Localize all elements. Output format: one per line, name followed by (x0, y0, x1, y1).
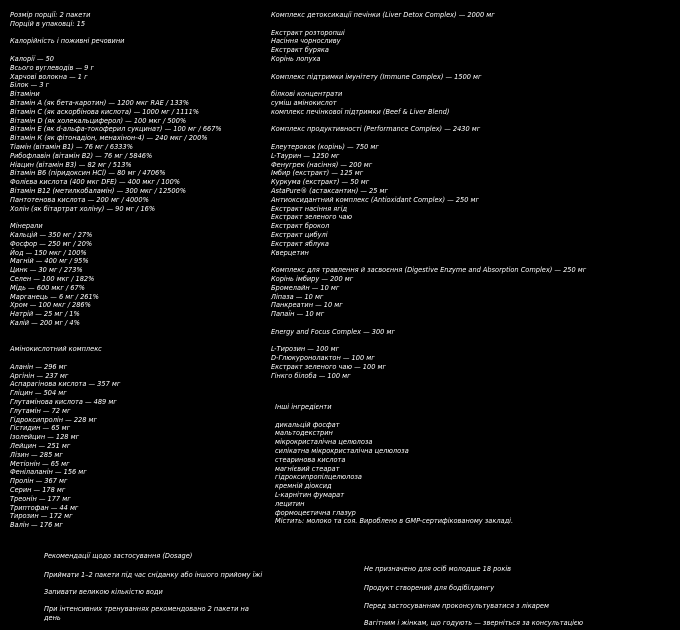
immune-complex-item: суміш амінокислот (271, 98, 337, 107)
nutrition-item: Вітамін А (як бета-каротин) — 1200 мкг RAE / 133% (10, 98, 190, 107)
dosage-title: Рекомендації щодо застосування (Dosage) (44, 552, 193, 560)
nutrition-item: Фолієва кислота (400 мкг DFE) — 400 мкг / 100% (10, 178, 181, 187)
amino-item: Аланін — 296 мг (10, 362, 68, 371)
servings-per-container: Порцій в упаковці: 15 (10, 19, 86, 28)
digestive-complex-item: Ліпаза — 10 мг (271, 292, 324, 301)
other-ingredient-item: стеаринова кислота (275, 455, 346, 464)
performance-complex-item: Елеутерокок (корінь) — 750 мг (271, 142, 379, 151)
immune-complex-item: білкові концентрати (271, 90, 343, 99)
digestive-complex-item: Корінь імбиру — 200 мг (271, 274, 354, 283)
nutrition-item: Вітамін С (як аскорбінова кислота) — 1000 мг / 1111% (10, 107, 200, 116)
amino-item: Треонін — 177 мг (10, 494, 71, 503)
amino-item: Аргінін — 237 мг (10, 371, 69, 380)
performance-complex-item: L-Таурин — 1250 мг (271, 151, 340, 160)
amino-item: Метіонін — 65 мг (10, 459, 70, 468)
liver-complex-item: Екстракт розторопші (271, 28, 345, 37)
amino-header: Амінокислотний комплекс (10, 345, 102, 354)
note-line-3: Перед застосуванням проконсультуватися з лікарем (364, 602, 549, 610)
amino-item: Фенілаланін — 156 мг (10, 468, 87, 477)
digestive-complex-item: Бромелайн — 10 мг (271, 283, 340, 292)
amino-item: Гістидин — 65 мг (10, 424, 71, 433)
right-column (271, 11, 671, 380)
nutrition-item: Вітамін В12 (метилкобаламін) — 300 мкг / 12500% (10, 186, 187, 195)
amino-item: Глутамін — 72 мг (10, 406, 71, 415)
nutrition-item: Рибофлавін (вітамін В2) — 76 мг / 5846% (10, 151, 153, 160)
nutrition-header: Калорійність і поживні речовини (10, 37, 125, 46)
dosage-line-1: Приймати 1–2 пакети під час сніданку або іншого прийому їжі (44, 571, 263, 579)
mineral-item: Мідь — 600 мкг / 67% (10, 283, 85, 292)
performance-complex-item: AstaPure® (астаксантин) — 25 мг (271, 186, 388, 195)
note-line-2: Продукт створений для бодібілдингу (364, 584, 495, 592)
amino-item: Лейцин — 251 мг (10, 442, 71, 451)
performance-complex-item: Екстракт зеленого чаю (271, 213, 353, 222)
nutrition-item: Всього вуглеводів — 9 г (10, 63, 94, 72)
other-ingredient-item: формоцеєтична глазур (275, 508, 356, 517)
liver-complex-list (271, 29, 671, 64)
amino-item: Лізин — 285 мг (10, 450, 63, 459)
minerals-list (10, 231, 270, 328)
amino-item: Гідроксипролін — 228 мг (10, 415, 97, 424)
other-ingredient-item: лецитин (275, 499, 305, 508)
mineral-item: Магній — 400 мг / 95% (10, 257, 89, 266)
performance-complex-item: Фенугрек (насіння) — 200 мг (271, 160, 373, 169)
immune-complex-list (271, 90, 671, 116)
mineral-item: Калій — 200 мг / 4% (10, 318, 80, 327)
other-ingredient-item: силікатна мікрокристалічна целюлоза (275, 446, 409, 455)
other-ingredient-item: Містить: молоко та соя. Вироблено в GMP-сертифікованому закладі. (275, 517, 514, 526)
energy-complex-item: D-Глюкуронолактон — 100 мг (271, 354, 375, 363)
dosage-line-4: день (44, 614, 61, 622)
nutrition-item: Пантотенова кислота — 200 мг / 4000% (10, 195, 149, 204)
amino-item: Тирозин — 172 мг (10, 512, 73, 521)
nutrition-item: Вітамін К (як фітонадіон, менахінон-4) — 240 мкг / 200% (10, 134, 208, 143)
other-ingredient-item: гідроксипропілцелюлоза (275, 473, 362, 482)
mineral-item: Фосфор — 250 мг / 20% (10, 239, 93, 248)
performance-complex-item: Куркума (екстракт) — 50 мг (271, 178, 370, 187)
nutrition-list (10, 55, 270, 213)
liver-complex-item: Екстракт буряка (271, 46, 329, 55)
amino-item: Серин — 178 мг (10, 486, 66, 495)
performance-complex-header: Комплекс продуктивності (Performance Complex) — 2430 мг (271, 125, 481, 134)
energy-complex-list (271, 345, 671, 380)
performance-complex-item: Імбир (екстракт) — 125 мг (271, 169, 364, 178)
nutrition-item: Білок — 3 г (10, 81, 50, 90)
liver-complex-header: Комплекс детоксикації печінки (Liver Detox Complex) — 2000 мг (271, 11, 495, 19)
digestive-complex-item: Папаїн — 10 мг (271, 310, 325, 319)
nutrition-item: Калорії — 50 (10, 54, 54, 63)
amino-item: Валін — 176 мг (10, 521, 63, 530)
mineral-item: Хром — 100 мкг / 286% (10, 301, 91, 310)
amino-item: Ізолейцин — 128 мг (10, 433, 80, 442)
liver-complex-item: Насіння чорносливу (271, 37, 341, 46)
note-line-4: Вагітним і жінкам, що годують — зверніться за консультацією (364, 619, 584, 627)
minerals-header: Мінерали (10, 222, 43, 231)
other-ingredients-list (275, 421, 675, 527)
note-line-1: Не призначено для осіб молодше 18 років (364, 565, 512, 573)
performance-complex-item: Екстракт брокол (271, 222, 330, 231)
amino-item: Пролін — 367 мг (10, 477, 68, 486)
other-ingredient-item: магнієвий стеарат (275, 464, 340, 473)
nutrition-item: Вітаміни (10, 90, 40, 99)
nutrition-item: Харчові волокна — 1 г (10, 72, 88, 81)
other-ingredient-item: кремній діоксид (275, 482, 332, 491)
other-ingredient-item: мальтодекстрин (275, 429, 333, 438)
mineral-item: Натрій — 25 мг / 1% (10, 310, 80, 319)
dosage-line-3: При інтенсивних тренуваннях рекомендовано 2 пакети на (44, 605, 249, 613)
immune-complex-item: комплекс печінкової підтримки (Beef & Liver Blend) (271, 107, 450, 116)
digestive-complex-item: Панкреатин — 10 мг (271, 301, 343, 310)
other-ingredient-item: мікрокристалічна целюлоза (275, 438, 373, 447)
other-ingredient-item: L-карнітин фумарат (275, 490, 345, 499)
mineral-item: Селен — 100 мкг / 182% (10, 274, 95, 283)
performance-complex-item: Кверцетин (271, 248, 309, 257)
dosage-line-2: Запивати великою кількістю води (44, 588, 163, 596)
serving-size: Розмір порції: 2 пакети (10, 11, 91, 19)
performance-complex-item: Екстракт цибулі (271, 230, 328, 239)
amino-list (10, 363, 270, 530)
performance-complex-item: Екстракт яблука (271, 239, 329, 248)
other-ingredient-item: дикальцій фосфат (275, 420, 340, 429)
amino-item: Аспарагінова кислота — 357 мг (10, 380, 121, 389)
energy-complex-header: Energy and Focus Complex — 300 мг (271, 327, 395, 336)
other-ingredients (275, 403, 675, 526)
nutrition-item: Ніацин (вітамін В3) — 82 мг / 513% (10, 160, 132, 169)
amino-item: Глутамінова кислота — 489 мг (10, 398, 117, 407)
mineral-item: Йод — 150 мкг / 100% (10, 248, 87, 257)
energy-complex-item: Екстракт зеленого чаю — 100 мг (271, 362, 386, 371)
energy-complex-item: Гінкго білоба — 100 мг (271, 371, 351, 380)
nutrition-item: Тіамін (вітамін В1) — 76 мг / 6333% (10, 142, 133, 151)
digestive-complex-header: Комплекс для травлення й засвоєння (Digestive Enzyme and Absorption Complex) — 250 мг (271, 266, 587, 275)
mineral-item: Кальцій — 350 мг / 27% (10, 230, 93, 239)
performance-complex-list (271, 143, 671, 257)
amino-item: Триптофан — 44 мг (10, 503, 79, 512)
mineral-item: Марганець — 6 мг / 261% (10, 292, 99, 301)
mineral-item: Цинк — 30 мг / 273% (10, 266, 83, 275)
nutrition-item: Вітамін В6 (піридоксин HCl) — 80 мг / 4706% (10, 169, 166, 178)
liver-complex-item: Корінь лопуха (271, 54, 321, 63)
digestive-complex-list (271, 275, 671, 319)
performance-complex-item: Екстракт насіння ягід (271, 204, 348, 213)
amino-item: Гліцин — 504 мг (10, 389, 67, 398)
energy-complex-item: L-Тирозин — 100 мг (271, 345, 340, 354)
nutrition-item: Вітамін Е (як d-альфа-токоферил сукцинат) — 100 мг / 667% (10, 125, 222, 134)
left-column (10, 11, 270, 530)
immune-complex-header: Комплекс підтримки імунітету (Immune Complex) — 1500 мг (271, 72, 482, 81)
performance-complex-item: Антиоксидантний комплекс (Antioxidant Complex) — 250 мг (271, 195, 479, 204)
other-ingredients-header: Інші інгредієнти (275, 403, 332, 411)
nutrition-item: Вітамін D (як холекальциферол) — 100 мкг / 500% (10, 116, 187, 125)
nutrition-item: Холін (як бітартрат холіну) — 90 мг / 16% (10, 204, 156, 213)
